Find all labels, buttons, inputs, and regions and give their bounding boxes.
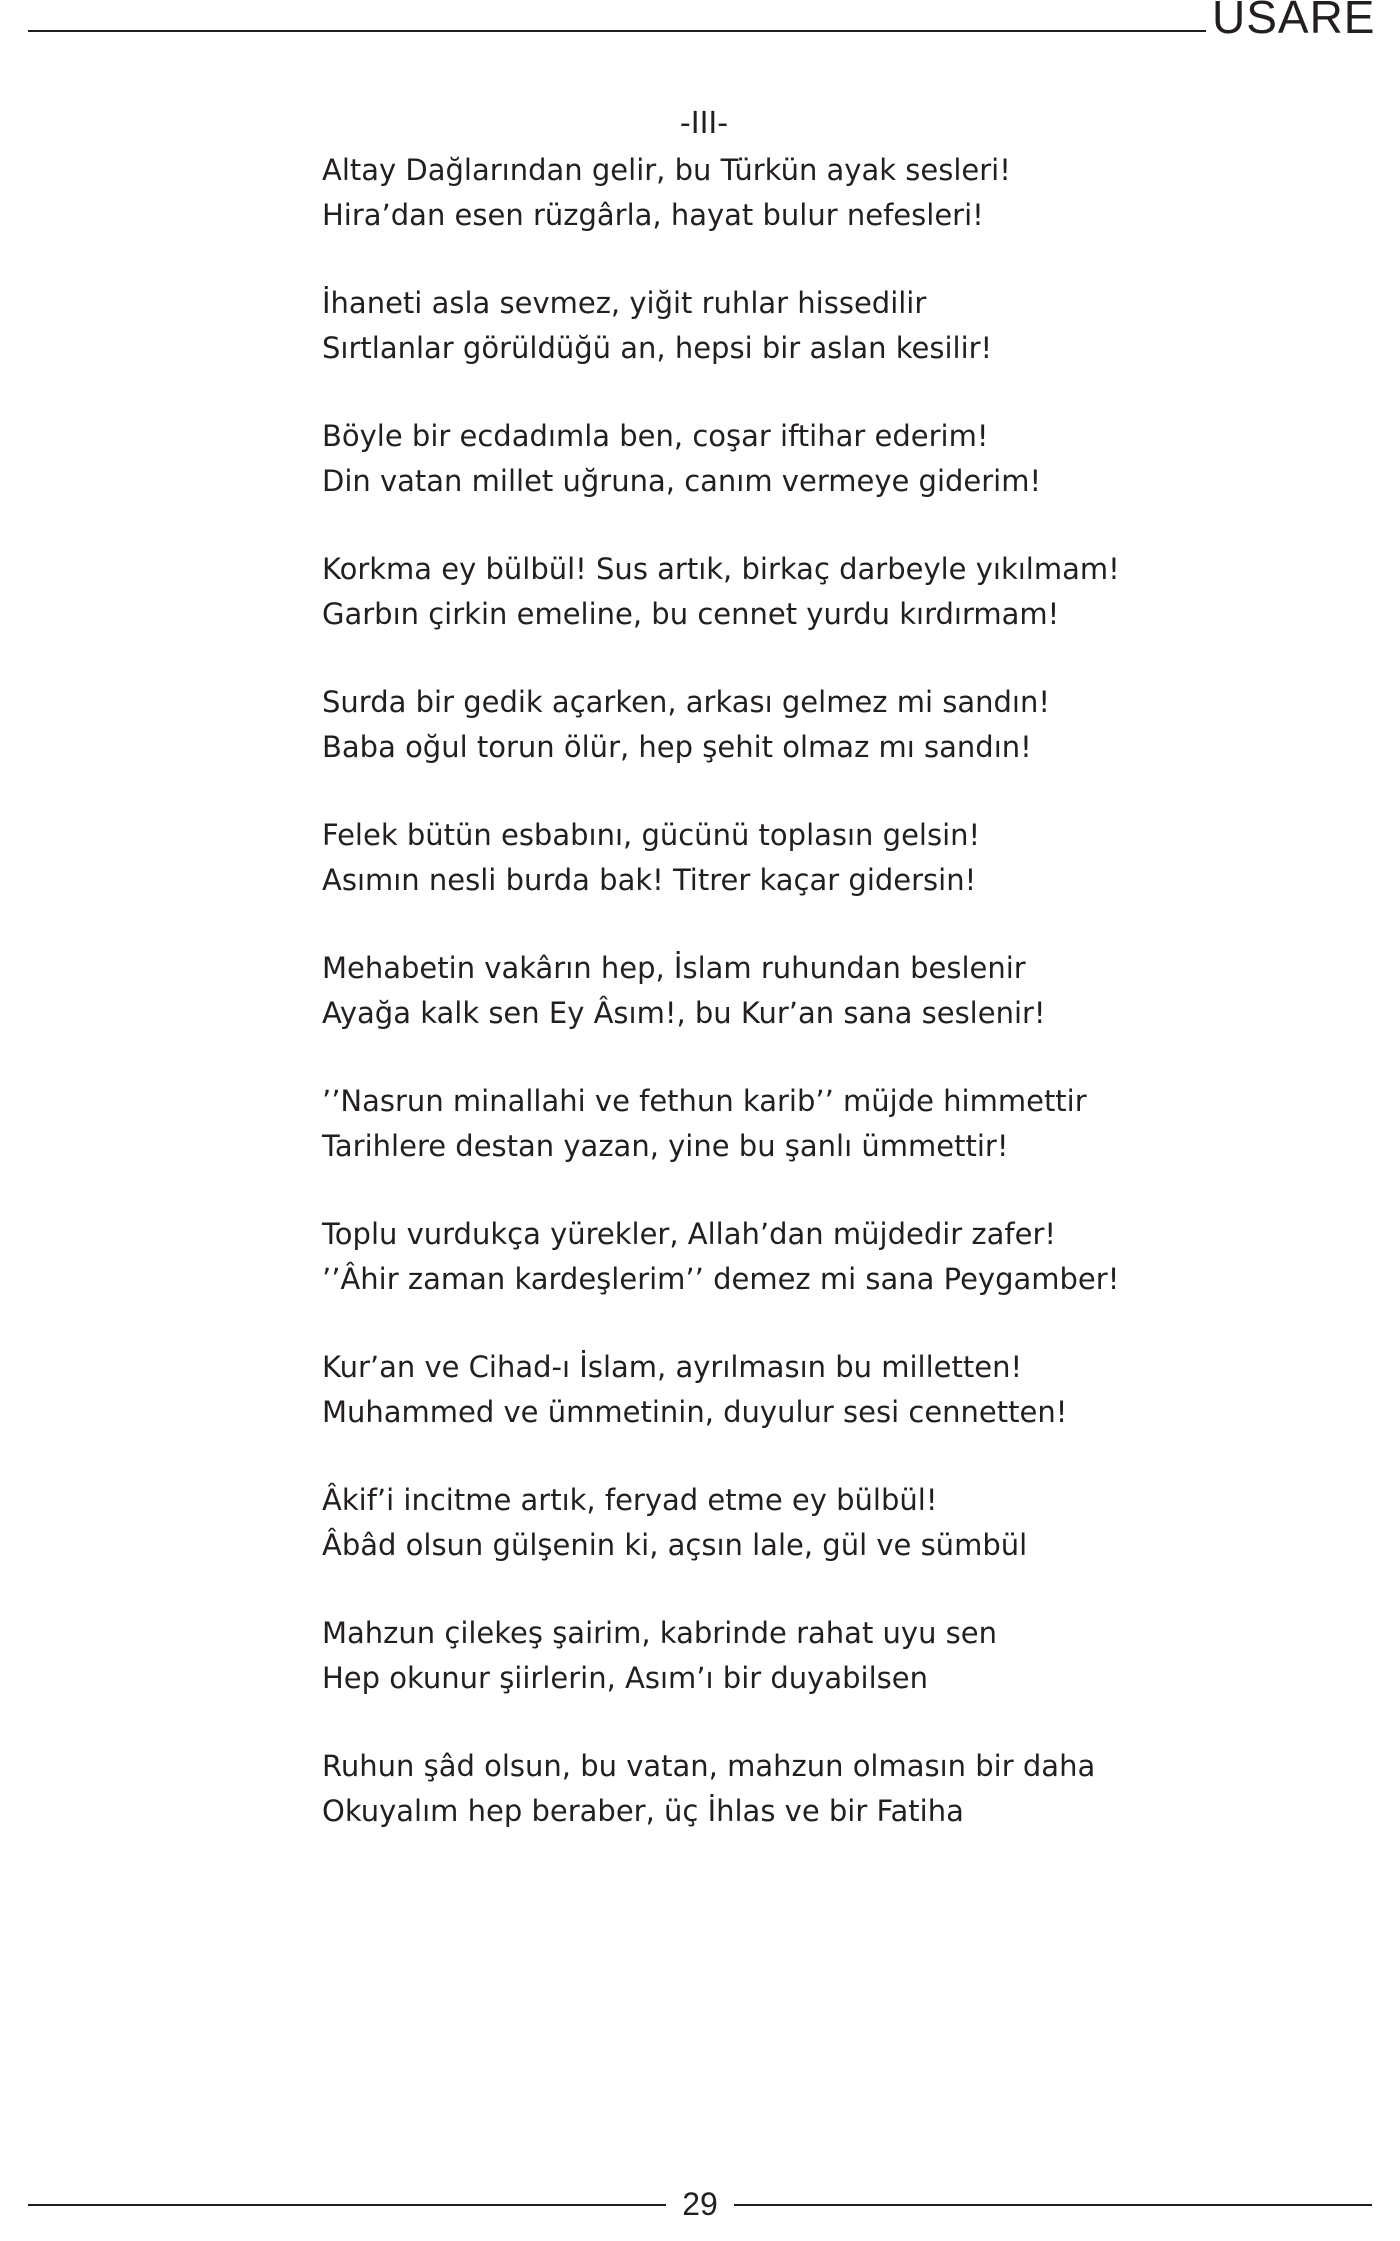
section-number: -III- [679,106,729,141]
poem-line: ’’Âhir zaman kardeşlerim’’ demez mi sana Peygamber! [322,1261,1120,1296]
running-header-title: USARE [1212,0,1376,43]
poem-line: Okuyalım hep beraber, üç İhlas ve bir Fatiha [322,1793,964,1828]
stanza [322,414,1322,547]
poem-line: Ruhun şâd olsun, bu vatan, mahzun olmasın bir daha [322,1749,1096,1783]
poem-line: Mehabetin vakârın hep, İslam ruhundan beslenir [322,951,1026,985]
poem-line: Sırtlanlar görüldüğü an, hepsi bir aslan kesilir! [322,330,993,365]
poem-line: Kur’an ve Cihad-ı İslam, ayrılmasın bu milletten! [322,1350,1023,1384]
poem-line: Tarihlere destan yazan, yine bu şanlı ümmettir! [322,1128,1009,1163]
poem-line: Mahzun çilekeş şairim, kabrinde rahat uyu sen [322,1616,998,1650]
poem-line: Felek bütün esbabını, gücünü toplasın gelsin! [322,818,981,852]
poem-line: Hep okunur şiirlerin, Asım’ı bir duyabilsen [322,1660,928,1695]
poem-line: Surda bir gedik açarken, arkası gelmez mi sandın! [322,685,1050,719]
poem-line: Âbâd olsun gülşenin ki, açsın lale, gül ve sümbül [322,1527,1028,1562]
poem-line: Hira’dan esen rüzgârla, hayat bulur nefesleri! [322,197,984,232]
stanza [322,1079,1322,1212]
stanza [322,1345,1322,1478]
stanza [322,1478,1322,1611]
poem-line: Din vatan millet uğruna, canım vermeye giderim! [322,463,1042,498]
stanza [322,281,1322,414]
poem-line: Ayağa kalk sen Ey Âsım!, bu Kur’an sana seslenir! [322,995,1046,1030]
poem-line: Toplu vurdukça yürekler, Allah’dan müjdedir zafer! [322,1217,1057,1251]
page-number: 29 [682,2186,718,2222]
poem-line: Garbın çirkin emeline, bu cennet yurdu kırdırmam! [322,596,1060,631]
header-rule [28,30,1206,32]
stanza [322,1611,1322,1744]
poem-line: ’’Nasrun minallahi ve fethun karib’’ müjde himmettir [322,1084,1087,1118]
stanza [322,1744,1322,1877]
footer-rule-left [28,2204,666,2206]
poem-line: İhaneti asla sevmez, yiğit ruhlar hissedilir [322,286,927,320]
stanza [322,547,1322,680]
footer-rule-right [734,2204,1372,2206]
poem-line: Muhammed ve ümmetinin, duyulur sesi cennetten! [322,1394,1068,1429]
stanza [322,148,1322,281]
poem-body [322,148,1322,1877]
poem-line: Asımın nesli burda bak! Titrer kaçar gidersin! [322,862,977,897]
stanza [322,680,1322,813]
poem-line: Böyle bir ecdadımla ben, coşar iftihar ederim! [322,419,989,453]
poem-line: Baba oğul torun ölür, hep şehit olmaz mı sandın! [322,729,1032,764]
poem-line: Âkif’i incitme artık, feryad etme ey bülbül! [322,1483,938,1517]
stanza [322,946,1322,1079]
poem-line: Korkma ey bülbül! Sus artık, birkaç darbeyle yıkılmam! [322,552,1120,586]
poem-line: Altay Dağlarından gelir, bu Türkün ayak sesleri! [322,153,1011,187]
stanza [322,813,1322,946]
stanza [322,1212,1322,1345]
